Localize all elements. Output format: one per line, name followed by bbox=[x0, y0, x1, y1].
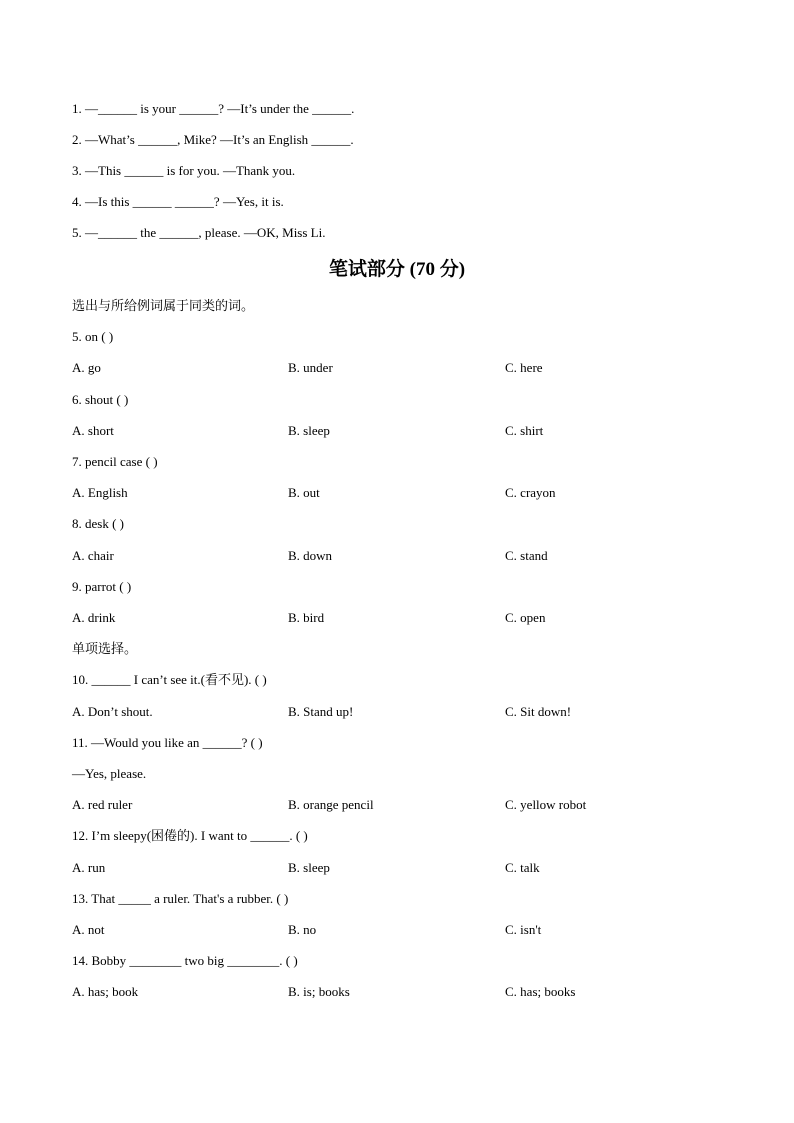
option-c: C. open bbox=[505, 610, 546, 625]
option-b: B. is; books bbox=[288, 984, 350, 999]
option-a: A. Don’t shout. bbox=[72, 704, 153, 719]
question-stem: 6. shout ( ) bbox=[72, 392, 129, 407]
option-b: B. sleep bbox=[288, 423, 330, 438]
option-c: C. isn't bbox=[505, 922, 542, 937]
question-stem: 8. desk ( ) bbox=[72, 516, 124, 531]
fill-blank-3: 3. —This ______ is for you. —Thank you. bbox=[72, 163, 296, 178]
option-b: B. down bbox=[288, 548, 333, 563]
option-a: A. go bbox=[72, 360, 101, 375]
option-c: C. crayon bbox=[505, 485, 556, 500]
option-c: C. stand bbox=[505, 548, 548, 563]
option-b: B. bird bbox=[288, 610, 325, 625]
option-c: C. here bbox=[505, 360, 543, 375]
fill-blank-4: 4. —Is this ______ ______? —Yes, it is. bbox=[72, 194, 284, 209]
option-c: C. has; books bbox=[505, 984, 576, 999]
question-stem: 10. ______ I can’t see it.(看不见). ( ) bbox=[72, 672, 267, 687]
option-a: A. red ruler bbox=[72, 797, 133, 812]
question-stem: 14. Bobby ________ two big ________. ( ) bbox=[72, 953, 298, 968]
question-stem: 5. on ( ) bbox=[72, 329, 114, 344]
option-a: A. English bbox=[72, 485, 128, 500]
option-a: A. chair bbox=[72, 548, 114, 563]
option-b: B. sleep bbox=[288, 860, 330, 875]
option-b: B. out bbox=[288, 485, 320, 500]
fill-blank-5: 5. —______ the ______, please. —OK, Miss Li. bbox=[72, 225, 326, 240]
option-a: A. short bbox=[72, 423, 114, 438]
section-title: 笔试部分 (70 分) bbox=[328, 259, 466, 280]
option-a: A. drink bbox=[72, 610, 116, 625]
section2-instruction: 单项选择。 bbox=[72, 641, 138, 656]
question-stem: 11. —Would you like an ______? ( ) bbox=[72, 735, 263, 750]
option-c: C. Sit down! bbox=[505, 704, 572, 719]
question-stem: 13. That _____ a ruler. That's a rubber. ( ) bbox=[72, 891, 289, 906]
section1-instruction: 选出与所给例词属于同类的词。 bbox=[72, 298, 255, 313]
question-response: —Yes, please. bbox=[72, 766, 147, 781]
option-a: A. has; book bbox=[72, 984, 139, 999]
option-b: B. no bbox=[288, 922, 317, 937]
option-c: C. yellow robot bbox=[505, 797, 587, 812]
fill-blank-1: 1. —______ is your ______? —It’s under the ______. bbox=[72, 101, 355, 116]
option-c: C. shirt bbox=[505, 423, 544, 438]
option-c: C. talk bbox=[505, 860, 540, 875]
question-stem: 12. I’m sleepy(困倦的). I want to ______. ( ) bbox=[72, 828, 308, 843]
option-b: B. under bbox=[288, 360, 333, 375]
option-a: A. run bbox=[72, 860, 106, 875]
option-b: B. orange pencil bbox=[288, 797, 374, 812]
option-a: A. not bbox=[72, 922, 105, 937]
question-stem: 9. parrot ( ) bbox=[72, 579, 132, 594]
option-b: B. Stand up! bbox=[288, 704, 354, 719]
fill-blank-2: 2. —What’s ______, Mike? —It’s an English ______. bbox=[72, 132, 354, 147]
question-stem: 7. pencil case ( ) bbox=[72, 454, 158, 469]
